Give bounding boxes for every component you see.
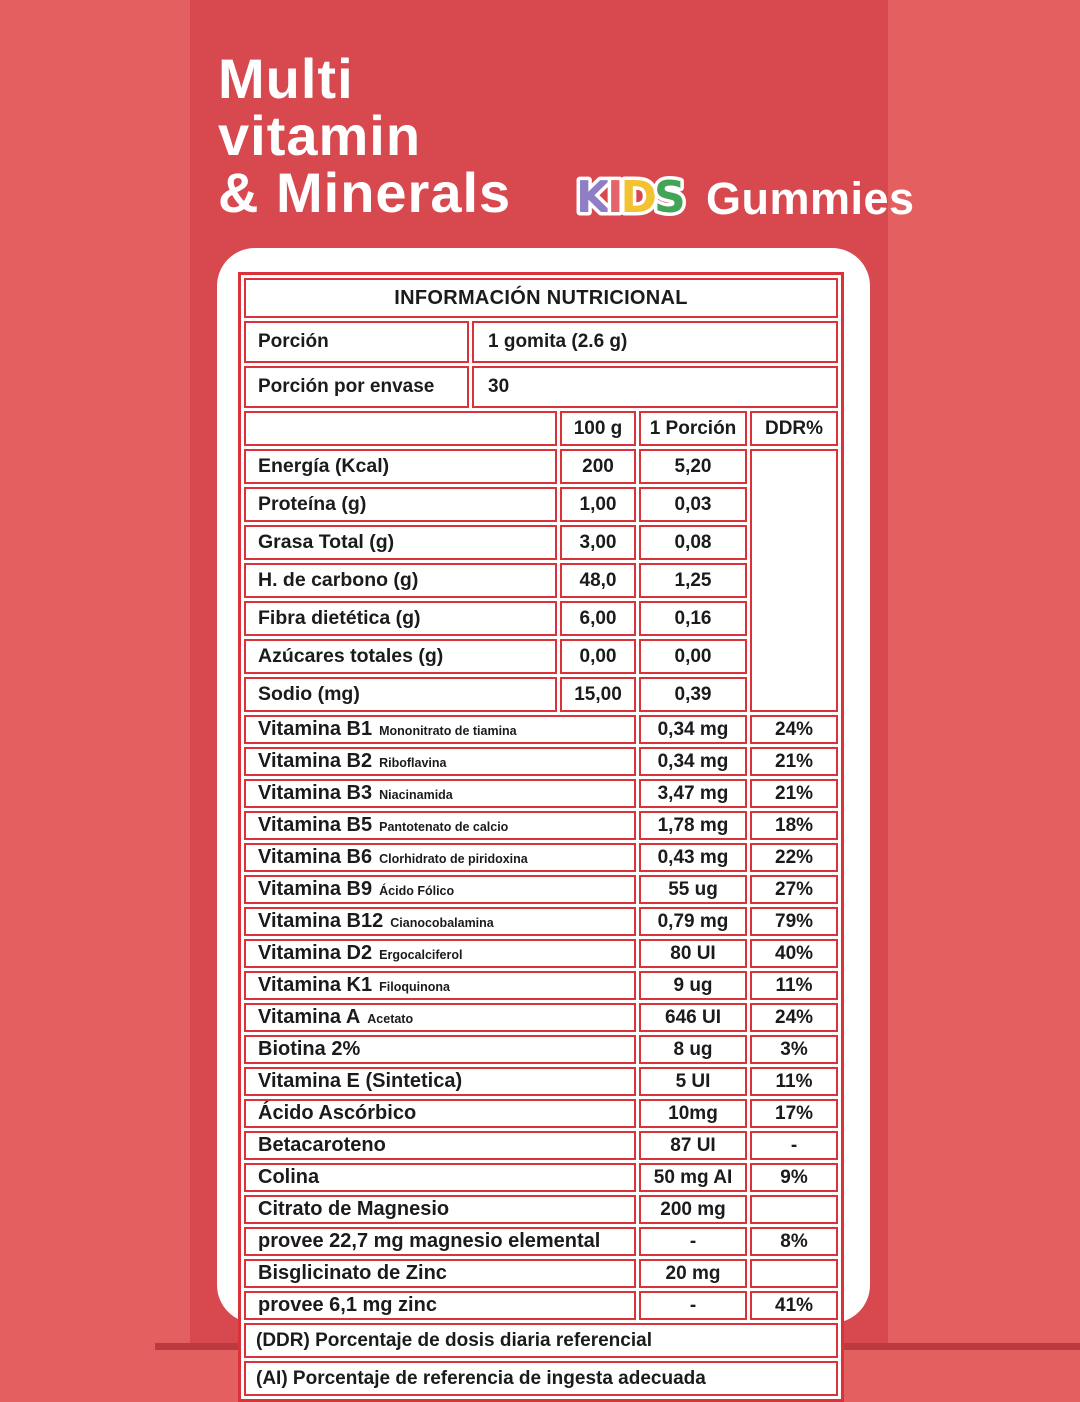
micro-name: Citrato de Magnesio [258,1198,450,1220]
micro-ddr: - [750,1131,838,1160]
micro-row [244,1131,838,1160]
micro-amount: 1,78 mg [639,811,747,840]
serving-row [244,366,838,408]
micro-label [244,1259,636,1288]
macro-porcion: 1,25 [639,563,747,598]
macro-porcion: 0,39 [639,677,747,712]
micro-label [244,907,636,936]
macro-label: Proteína (g) [244,487,557,522]
macro-porcion: 0,00 [639,639,747,674]
micro-row [244,1195,838,1224]
column-header-porcion: 1 Porción [639,411,747,446]
micro-label [244,875,636,904]
micro-amount: 87 UI [639,1131,747,1160]
micro-name: provee 22,7 mg magnesio elemental [258,1230,601,1252]
macro-per100: 48,0 [560,563,636,598]
micro-subname: Clorhidrato de piridoxina [379,852,528,866]
micro-label [244,779,636,808]
table-title-row [244,278,838,318]
brand-title-line-3: & Minerals [218,161,512,224]
macro-label: Grasa Total (g) [244,525,557,560]
micro-amount: 50 mg AI [639,1163,747,1192]
micro-row [244,1003,838,1032]
macro-porcion: 0,16 [639,601,747,636]
micro-ddr: 21% [750,779,838,808]
micro-row [244,811,838,840]
micro-ddr: 24% [750,1003,838,1032]
brand-title-line-2: vitamin [218,104,422,167]
micro-ddr: 18% [750,811,838,840]
micro-label [244,1163,636,1192]
micro-row [244,1227,838,1256]
micro-row [244,939,838,968]
serving-label: Porción por envase [244,366,469,408]
micro-label [244,811,636,840]
micro-amount: 646 UI [639,1003,747,1032]
micro-label [244,1195,636,1224]
serving-row [244,321,838,363]
micro-label [244,1099,636,1128]
kids-letter: D [620,172,655,223]
kids-gummies-logo [574,164,915,226]
brand-title [218,47,512,224]
micro-name: Vitamina E (Sintetica) [258,1070,463,1092]
micro-subname: Ácido Fólico [379,884,455,898]
micro-amount: 80 UI [639,939,747,968]
micro-label [244,1067,636,1096]
micro-amount: 9 ug [639,971,747,1000]
column-header-empty [244,411,557,446]
micro-subname: Mononitrato de tiamina [379,724,517,738]
micro-ddr: 24% [750,715,838,744]
micro-amount: 55 ug [639,875,747,904]
micro-name: Vitamina B6 [258,846,373,868]
macro-row [244,487,838,522]
micro-label [244,939,636,968]
micro-subname: Pantotenato de calcio [379,820,509,834]
micro-name: Vitamina A [258,1006,361,1028]
macro-row [244,601,838,636]
macro-porcion: 0,08 [639,525,747,560]
micro-label [244,747,636,776]
micro-ddr: 22% [750,843,838,872]
micro-ddr: 27% [750,875,838,904]
micro-name: Bisglicinato de Zinc [258,1262,447,1284]
micro-ddr: 9% [750,1163,838,1192]
macro-label: Energía (Kcal) [244,449,557,484]
micro-ddr: 17% [750,1099,838,1128]
column-header-100g: 100 g [560,411,636,446]
micro-row [244,843,838,872]
macro-per100: 15,00 [560,677,636,712]
macro-label: Sodio (mg) [244,677,557,712]
micro-ddr: 11% [750,971,838,1000]
micro-subname: Riboflavina [379,756,447,770]
kids-letter: K [576,172,608,223]
micro-row [244,779,838,808]
micro-name: Vitamina B3 [258,782,373,804]
micro-amount: 0,79 mg [639,907,747,936]
footnote: (AI) Porcentaje de referencia de ingesta adecuada [244,1361,838,1396]
macro-row [244,449,838,484]
micro-row [244,1163,838,1192]
micro-amount: 8 ug [639,1035,747,1064]
micro-label [244,1131,636,1160]
micro-label [244,1227,636,1256]
micro-row [244,1035,838,1064]
micro-name: Biotina 2% [258,1038,361,1060]
macro-row [244,563,838,598]
micro-label [244,843,636,872]
brand-title-line-1: Multi [218,47,354,110]
micro-name: Ácido Ascórbico [258,1102,417,1124]
micro-amount: 3,47 mg [639,779,747,808]
micro-subname: Acetato [367,1012,414,1026]
column-header-row [244,411,838,446]
micro-label [244,1291,636,1320]
footnote: (DDR) Porcentaje de dosis diaria referencial [244,1323,838,1358]
micro-row [244,1291,838,1320]
micro-amount: 0,34 mg [639,747,747,776]
micro-label [244,1003,636,1032]
micro-row [244,875,838,904]
micro-ddr: 79% [750,907,838,936]
macro-label: H. de carbono (g) [244,563,557,598]
micro-name: Vitamina B2 [258,750,373,772]
micro-ddr: 40% [750,939,838,968]
micro-subname: Filoquinona [379,980,450,994]
micro-name: Vitamina K1 [258,974,373,996]
micro-name: Vitamina D2 [258,942,373,964]
micro-ddr: 3% [750,1035,838,1064]
macro-ddr-empty [750,449,838,712]
nutrition-table [238,272,844,1402]
micro-ddr: 21% [750,747,838,776]
macro-label: Fibra dietética (g) [244,601,557,636]
nutrition-panel [217,248,870,1389]
micro-label [244,715,636,744]
micro-subname: Niacinamida [379,788,453,802]
micro-amount: 5 UI [639,1067,747,1096]
macro-row [244,677,838,712]
micro-label [244,1035,636,1064]
micro-amount: - [639,1291,747,1320]
micro-amount: 0,34 mg [639,715,747,744]
macro-porcion: 0,03 [639,487,747,522]
micro-amount: 200 mg [639,1195,747,1224]
table-title: INFORMACIÓN NUTRICIONAL [244,278,838,318]
footnote-row [244,1323,838,1358]
macro-row [244,525,838,560]
macro-per100: 1,00 [560,487,636,522]
kids-logo [574,164,690,226]
micro-name: Vitamina B1 [258,718,373,740]
micro-ddr [750,1195,838,1224]
micro-name: Vitamina B9 [258,878,373,900]
gummies-label: Gummies [706,173,915,224]
svg-text:KIDS [576,172,683,223]
micro-row [244,747,838,776]
micro-label [244,971,636,1000]
macro-per100: 6,00 [560,601,636,636]
micro-row [244,1067,838,1096]
kids-letter: I [607,172,621,223]
macro-per100: 200 [560,449,636,484]
micro-name: Betacaroteno [258,1134,386,1156]
serving-value: 1 gomita (2.6 g) [472,321,838,363]
micro-ddr: 8% [750,1227,838,1256]
footnote-row [244,1361,838,1396]
micro-amount: 10mg [639,1099,747,1128]
micro-ddr: 41% [750,1291,838,1320]
micro-name: Vitamina B12 [258,910,384,932]
serving-value: 30 [472,366,838,408]
micro-ddr [750,1259,838,1288]
micro-ddr: 11% [750,1067,838,1096]
macro-per100: 0,00 [560,639,636,674]
macro-per100: 3,00 [560,525,636,560]
micro-row [244,907,838,936]
micro-subname: Ergocalciferol [379,948,463,962]
micro-amount: 0,43 mg [639,843,747,872]
macro-porcion: 5,20 [639,449,747,484]
micro-amount: - [639,1227,747,1256]
micro-amount: 20 mg [639,1259,747,1288]
kids-letter: S [654,172,683,223]
micro-row [244,1099,838,1128]
micro-row [244,971,838,1000]
micro-row [244,715,838,744]
serving-label: Porción [244,321,469,363]
micro-name: Colina [258,1166,320,1188]
micro-name: provee 6,1 mg zinc [258,1294,437,1316]
macro-label: Azúcares totales (g) [244,639,557,674]
micro-name: Vitamina B5 [258,814,373,836]
micro-row [244,1259,838,1288]
macro-row [244,639,838,674]
column-header-ddr: DDR% [750,411,838,446]
micro-subname: Cianocobalamina [390,916,494,930]
